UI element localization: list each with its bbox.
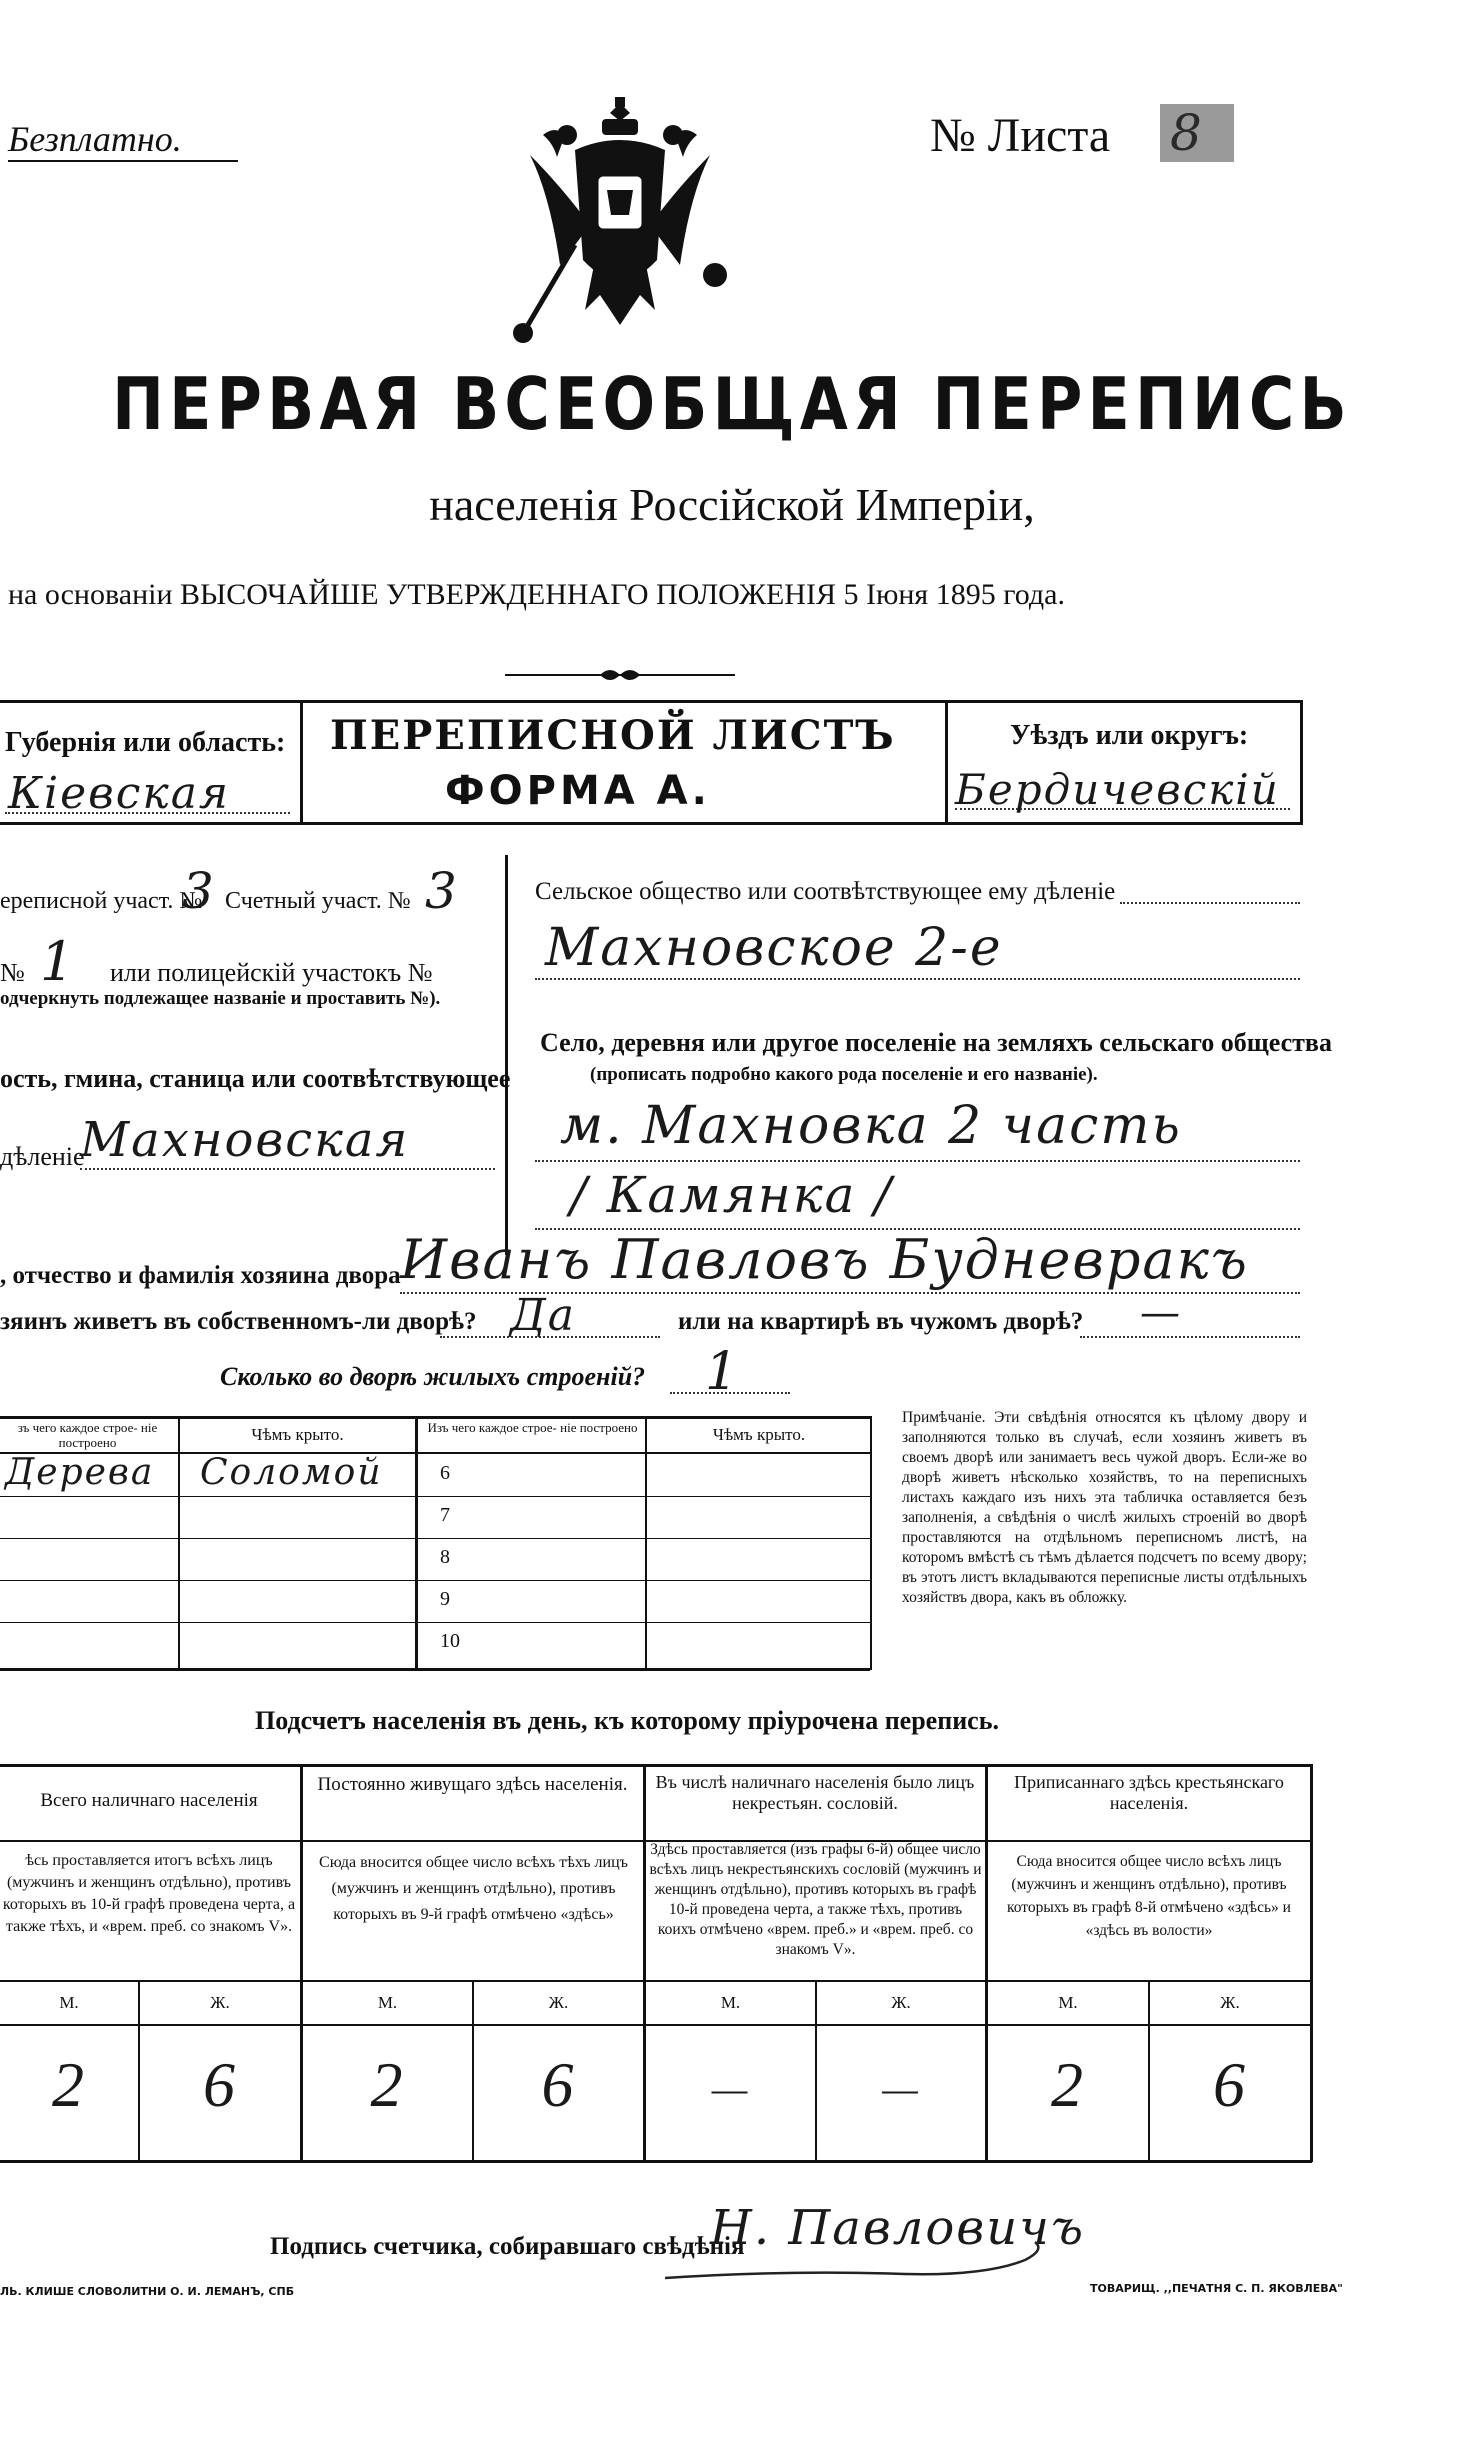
- buildings-row-number: 10: [440, 1630, 460, 1652]
- pop-col-3-desc: Здѣсь проставляется (изъ графы 6-й) общее число всѣхъ лицъ некрестьянскихъ сословій (мужчинъ и женщинъ отдѣльно), противъ которыхъ въ графѣ 10-й проведена черта, а также тѣхъ, противъ коихъ отмѣчено «врем. преб.» и «врем. преб. со знакомъ V».: [649, 1841, 982, 1958]
- signature-value: Н. Павловичъ: [710, 2200, 1085, 2256]
- volost-label: ость, гмина, станица или соотвѣтствующее: [0, 1064, 511, 1093]
- buildings-left-header-roof: Чѣмъ крыто.: [251, 1425, 344, 1444]
- pop-col-4-header: Приписаннаго здѣсь крестьянскаго населенія.: [1014, 1772, 1284, 1813]
- middle-divider: [505, 855, 508, 1255]
- buildings-line: [670, 1392, 790, 1394]
- sheet-number-label: № Листа: [930, 109, 1111, 162]
- pop-col-3-f-label: Ж.: [891, 1993, 911, 2012]
- pop-col-2-f-label: Ж.: [548, 1993, 569, 2012]
- residence-own-line: [440, 1336, 660, 1338]
- pop-col-2-desc: Сюда вносится общее число всѣхъ тѣхъ лицъ (мужчинъ и женщинъ отдѣльно), противъ которыхъ въ 9-й графѣ отмѣчено «здѣсь»: [319, 1854, 628, 1923]
- police-note: одчеркнуть подлежащее названіе и проставить №).: [0, 988, 441, 1009]
- buildings-label: Сколько во дворѣ жилыхъ строеній?: [220, 1362, 646, 1391]
- pop-col-2-f-value: 6: [541, 2049, 576, 2120]
- pop-col-3-header: Въ числѣ наличнаго населенія было лицъ некрестьян. сословій.: [655, 1772, 975, 1813]
- province-box-right: [300, 700, 303, 825]
- pop-col-2-m-value: 2: [370, 2049, 405, 2120]
- pop-col-4-f-value: 6: [1213, 2049, 1247, 2120]
- census-title: ПЕРВАЯ ВСЕОБЩАЯ ПЕРЕПИСЬ: [112, 362, 1352, 446]
- pop-col-3-f-value: —: [882, 2066, 920, 2111]
- pop-col-1-m-value: 2: [52, 2049, 86, 2120]
- free-underline: [8, 160, 238, 162]
- table-note: Примѣчаніе. Эти свѣдѣнія относятся къ цѣлому двору и заполняются только въ случаѣ, если хозяинъ живетъ въ своемъ дворѣ или занимаетъ весь чужой дворъ. Если-же во дворѣ живетъ нѣсколько хозяйствъ, то на переписныхъ листахъ каждаго изъ нихъ эта табличка оставляется безъ заполненія, а свѣдѣнія о числѣ жилыхъ строеній во дворѣ проставляются на отдѣльномъ переписномъ листѣ, на которомъ вмѣстѣ съ тѣмъ дѣлается подсчетъ по всему двору; въ этотъ листъ вкладываются переписные листы отдѣльныхъ хозяйствъ двора, какъ въ обложку.: [902, 1409, 1307, 1606]
- residence-label: зяинъ живетъ въ собственномъ-ли дворѣ?: [0, 1308, 477, 1335]
- population-title: Подсчетъ населенія въ день, къ которому пріурочена перепись.: [255, 1706, 999, 1735]
- census-subtitle: населенія Россійской Имперіи,: [429, 479, 1035, 530]
- buildings-row-number: 7: [440, 1504, 450, 1526]
- footer-left: ЛЬ. КЛИШЕ СЛОВОЛИТНИ О. И. ЛЕМАНЪ, СПБ: [0, 2285, 295, 2298]
- residence-rent-line: [1080, 1336, 1300, 1338]
- pop-col-1-desc: ѣсь проставляется итогъ всѣхъ лицъ (мужчинъ и женщинъ отдѣльно), противъ которыхъ въ 10-й графѣ проведена черта, а также тѣхъ, и «врем. преб. со знакомъ V».: [2, 1852, 296, 1935]
- census-section-label: ереписной участ. №: [0, 888, 203, 914]
- buildings-row-number: 8: [440, 1546, 450, 1568]
- buildings-right-header-roof: Чѣмъ крыто.: [712, 1425, 806, 1444]
- box-bottom-line: [0, 822, 1300, 825]
- pop-col-4-desc: Сюда вносится общее число всѣхъ лицъ (мужчинъ и женщинъ отдѣльно), противъ которыхъ въ графѣ 8-й отмѣчено «здѣсь» и «здѣсь въ волости»: [1007, 1853, 1291, 1939]
- residence-own-value: Да: [510, 1290, 577, 1341]
- census-basis: на основаніи ВЫСОЧАЙШЕ УТВЕРЖДЕННАГО ПОЛОЖЕНІЯ 5 Іюня 1895 года.: [8, 578, 1065, 611]
- pop-col-4-f-label: Ж.: [1220, 1993, 1240, 2012]
- buildings-row-number: 6: [440, 1462, 450, 1484]
- owner-value: Иванъ Павловъ Будневракъ: [400, 1228, 1249, 1291]
- sheet-number-value: 8: [1160, 104, 1234, 162]
- province-value-line: [5, 812, 290, 814]
- province-value: Кіевская: [8, 768, 231, 819]
- buildings-left-header-material: зъ чего каждое строе- ніе построено: [17, 1420, 158, 1450]
- free-label: Безплатно.: [8, 119, 182, 159]
- signature-flourish: [660, 2240, 1100, 2290]
- village-line-1: [535, 1160, 1300, 1162]
- form-title: ПЕРЕПИСНОЙ ЛИСТЪ: [330, 712, 896, 759]
- pop-col-4-m-label: М.: [1058, 1993, 1078, 2012]
- society-label: Сельское общество или соотвѣтствующее ему дѣленіе: [535, 878, 1116, 905]
- district-box-left: [945, 700, 948, 825]
- census-section-value: 3: [182, 862, 216, 920]
- buildings-row1-roof: Соломой: [200, 1452, 383, 1493]
- province-label: Губернія или область:: [5, 727, 286, 758]
- society-value-line: [535, 978, 1300, 980]
- pop-col-2-m-label: М.: [377, 1993, 398, 2012]
- stan-value: 1: [40, 930, 77, 993]
- pop-col-1-f-label: Ж.: [210, 1993, 230, 2012]
- pop-col-3-m-value: —: [711, 2066, 750, 2111]
- pop-col-4-m-value: 2: [1051, 2049, 1085, 2120]
- residence-rent-value: —: [1140, 1290, 1182, 1336]
- counting-section-label: Счетный участ. №: [225, 888, 411, 914]
- signature-label: Подпись счетчика, собиравшаго свѣдѣнія: [270, 2233, 745, 2260]
- form-subtitle: ФОРМА А.: [445, 768, 711, 814]
- buildings-row1-material: Дерева: [5, 1452, 155, 1493]
- society-value: Махновское 2-е: [545, 918, 1003, 978]
- footer-right: ТОВАРИЩ. ,,ПЕЧАТНЯ С. П. ЯКОВЛЕВА": [1090, 2282, 1343, 2295]
- residence-rent-label: или на квартирѣ въ чужомъ дворѣ?: [678, 1308, 1084, 1335]
- imperial-eagle-emblem: [505, 95, 735, 345]
- ornament-divider: [505, 665, 735, 685]
- buildings-value: 1: [705, 1342, 741, 1402]
- village-note: (прописать подробно какого рода поселеніе и его названіе).: [590, 1064, 1098, 1085]
- village-value-2: / Камянка /: [570, 1166, 894, 1224]
- division-label: дѣленіе: [0, 1142, 85, 1171]
- buildings-right-header-material: Изъ чего каждое строе- ніе построено: [427, 1420, 638, 1435]
- division-line: [80, 1168, 495, 1170]
- district-box-right: [1300, 700, 1303, 825]
- pop-col-1-header: Всего наличнаго населенія: [40, 1790, 258, 1811]
- police-label: или полицейскій участокъ №: [110, 958, 433, 987]
- owner-label: , отчество и фамилія хозяина двора: [0, 1262, 401, 1289]
- box-top-line: [0, 700, 1300, 703]
- division-value: Махновская: [80, 1112, 410, 1168]
- pop-col-2-header: Постоянно живущаго здѣсь населенія.: [317, 1774, 628, 1795]
- society-label-dots: [1120, 902, 1300, 904]
- counting-section-value: 3: [425, 862, 459, 920]
- stan-prefix: №: [0, 958, 25, 987]
- village-value-1: м. Махновка 2 часть: [560, 1096, 1182, 1156]
- village-label: Село, деревня или другое поселеніе на земляхъ сельскаго общества: [540, 1028, 1332, 1057]
- pop-col-3-m-label: М.: [720, 1993, 741, 2012]
- pop-col-1-m-label: М.: [59, 1993, 79, 2012]
- district-value: Бердичевскій: [955, 765, 1280, 814]
- district-value-line: [955, 808, 1290, 810]
- pop-col-1-f-value: 6: [203, 2049, 237, 2120]
- buildings-row-number: 9: [440, 1588, 450, 1610]
- district-label: Уѣздъ или округъ:: [1010, 720, 1249, 751]
